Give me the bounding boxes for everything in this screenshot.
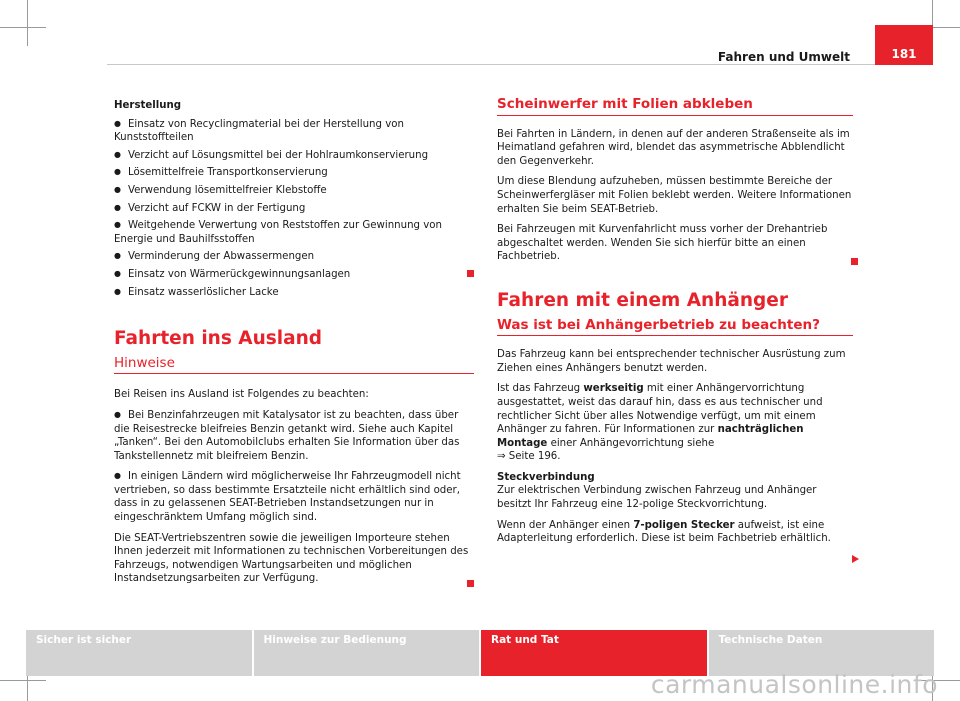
list-item: ● Verzicht auf Lösungsmittel bei der Hohlraumkonservierung: [114, 149, 474, 163]
section-title-trailer: Fahren mit einem Anhänger: [497, 289, 788, 311]
crop-mark: [0, 680, 46, 681]
tab-rat-und-tat[interactable]: Rat und Tat: [481, 630, 709, 676]
notes-intro: Bei Reisen ins Ausland ist Folgendes zu beachten:: [114, 389, 369, 401]
connection-paragraph: Wenn der Anhänger einen 7-poligen Stecker aufweist, ist eine Adapterleitung erforderlich. Diese ist beim Fachbetrieb erhältlich.: [497, 519, 831, 545]
tab-sicher-ist-sicher[interactable]: Sicher ist sicher: [26, 630, 254, 676]
list-item: ● Bei Benzinfahrzeugen mit Katalysator ist zu beachten, dass über die Reisestrecke bleifreies Benzin getankt wird. Siehe auch Kapitel „Tanken“. Bei den Automobilclubs erhalten Sie Information über das Tankstellennetz mit bleifreiem Benzin.: [114, 409, 474, 463]
section-end-marker: [467, 580, 474, 587]
section-end-marker: [851, 258, 858, 265]
list-item: ● Einsatz von Recyclingmaterial bei der Herstellung von Kunststoffteilen: [114, 118, 474, 145]
continue-arrow-icon: [852, 555, 859, 563]
connection-heading: Steckverbindung: [497, 471, 595, 483]
list-item: ● Verminderung der Abwassermengen: [114, 250, 474, 264]
list-item: ● Verzicht auf FCKW in der Fertigung: [114, 202, 474, 216]
crop-mark: [0, 27, 46, 28]
list-item: ● Weitgehende Verwertung von Reststoffen zur Gewinnung von Energie und Bauhilfsstoffen: [114, 219, 474, 246]
tab-hinweise-zur-bedienung[interactable]: Hinweise zur Bedienung: [254, 630, 482, 676]
list-item: ● Einsatz wasserlöslicher Lacke: [114, 286, 474, 300]
trailer-paragraph: Das Fahrzeug kann bei entsprechender technischer Ausrüstung zum Ziehen eines Anhängers benutzt werden.: [497, 349, 846, 374]
headlamp-paragraph: Bei Fahrzeugen mit Kurvenfahrlicht muss vorher der Drehantrieb abgeschaltet werden. Wenden Sie sich hierfür bitte an einen Fachbetrieb.: [497, 224, 828, 263]
list-item: ● Lösemittelfreie Transportkonservierung: [114, 166, 474, 180]
connection-paragraph: Zur elektrischen Verbindung zwischen Fahrzeug und Anhänger besitzt Ihr Fahrzeug eine 12-polige Steckvorrichtung.: [497, 485, 817, 511]
crop-mark: [27, 0, 28, 46]
header-title: Fahren und Umwelt: [717, 50, 850, 64]
page-reference-link[interactable]: ⇒ Seite 196.: [497, 451, 561, 463]
production-heading: Herstellung: [114, 100, 182, 111]
right-column: [497, 98, 853, 546]
headlamp-paragraph: Bei Fahrten in Ländern, in denen auf der anderen Straßenseite als im Heimatland gefahren wird, blendet das asymmetrische Abblendlicht den Gegenverkehr.: [497, 128, 850, 167]
header-rule: [107, 64, 875, 65]
section-end-marker: [467, 270, 474, 277]
page-number: 181: [875, 25, 933, 65]
list-item: ● In einigen Ländern wird möglicherweise Ihr Fahrzeugmodell nicht vertrieben, so dass bestimmte Ersatzteile nicht erhältlich sind oder, dass in zu gelassenen SEAT-Betrieben Instandsetzungen nur in eingeschränktem Umfang möglich sind.: [114, 470, 474, 524]
left-column: [114, 99, 474, 586]
notes-paragraph: Die SEAT-Vertriebszentren sowie die jeweiligen Importeure stehen Ihnen jederzeit mit Informationen zu technischen Vorbereitungen des Fahrzeugs, notwendigen Wartungsarbeiten und möglichen Instandsetzungsarbeiten zur Verfügung.: [114, 532, 469, 585]
section-title-abroad: Fahrten ins Ausland: [114, 328, 323, 350]
trailer-paragraph: Ist das Fahrzeug werkseitig mit einer Anhängervorrichtung ausgestattet, weist das darauf hin, dass es aus technischer und rechtlicher Sicht über alles Notwendige verfügt, um mit einem Anhänger zu fahren. Für Informationen zur nachträglichen Montage einer Anhängevorrichtung siehe ⇒ Seite 196.: [497, 383, 823, 463]
watermark: carmanualsonline.info: [650, 670, 938, 699]
trailer-heading: Was ist bei Anhängerbetrieb zu beachten?: [497, 319, 853, 337]
list-item: ● Einsatz von Wärmerückgewinnungsanlagen: [114, 268, 474, 282]
headlamp-paragraph: Um diese Blendung aufzuheben, müssen bestimmte Bereiche der Scheinwerfergläser mit Folien beklebt werden. Weitere Informationen erhalten Sie beim SEAT-Betrieb.: [497, 176, 852, 215]
headlamp-heading: Scheinwerfer mit Folien abkleben: [497, 98, 853, 116]
list-item: ● Verwendung lösemittelfreier Klebstoffe: [114, 184, 474, 198]
tab-technische-daten[interactable]: Technische Daten: [709, 630, 935, 676]
notes-heading: Hinweise: [114, 357, 474, 375]
